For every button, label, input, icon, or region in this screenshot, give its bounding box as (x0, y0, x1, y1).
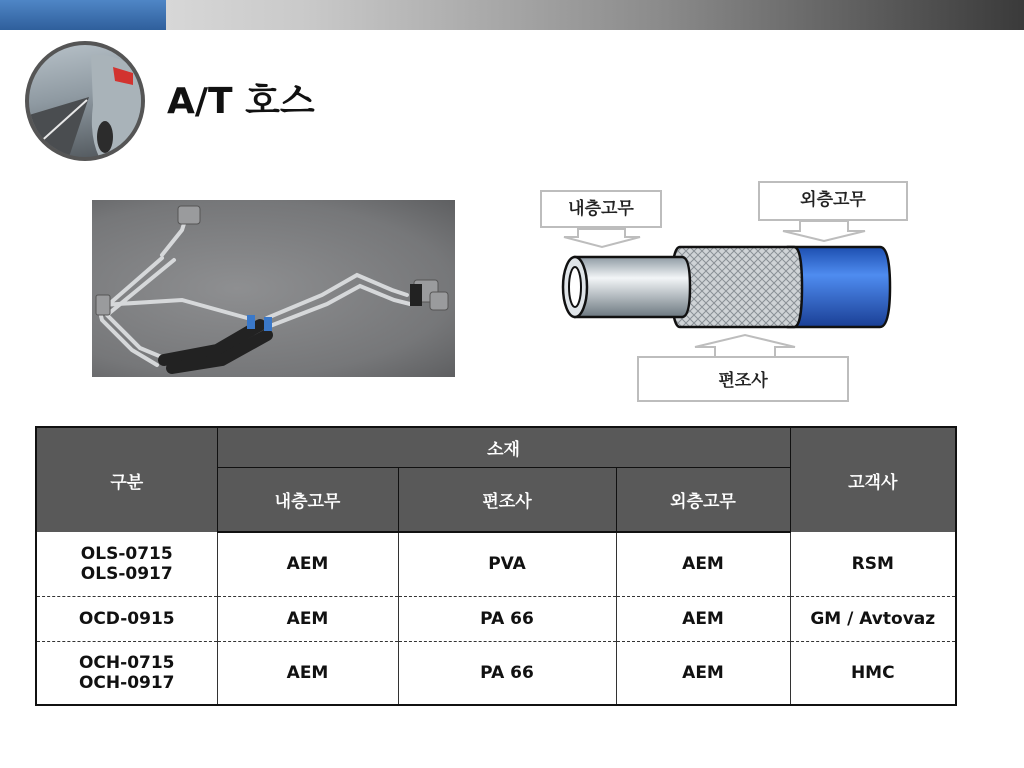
part-number-cell (36, 532, 217, 596)
outer-rubber-cell: AEM (616, 532, 790, 596)
top-banner (0, 0, 1024, 30)
table-row (36, 596, 956, 641)
inner-rubber-cell: AEM (217, 596, 398, 641)
header-braid: 편조사 (398, 467, 616, 532)
header-material: 소재 (217, 427, 790, 467)
outer-rubber-callout: 외층고무 (758, 181, 908, 221)
part-number-line: OLS-0917 (80, 563, 173, 584)
header-customer: 고객사 (790, 427, 956, 532)
header-inner-rubber: 내층고무 (217, 467, 398, 532)
hose-assembly-illustration (92, 200, 455, 377)
header-category: 구분 (36, 427, 217, 532)
table-row (36, 532, 956, 596)
outer-rubber-cell: AEM (616, 596, 790, 641)
inner-rubber-cell: AEM (217, 532, 398, 596)
car-thumbnail-image (25, 41, 145, 161)
inner-rubber-callout: 내층고무 (540, 190, 662, 228)
top-banner-accent (0, 0, 166, 30)
part-number-cell (36, 641, 217, 705)
part-number-line: OCH-0715 (78, 652, 175, 673)
customer-cell: GM / Avtovaz (790, 596, 956, 641)
braid-cell: PVA (398, 532, 616, 596)
braid-cell: PA 66 (398, 641, 616, 705)
table-row (36, 641, 956, 705)
inner-rubber-cell: AEM (217, 641, 398, 705)
material-spec-table (35, 426, 957, 706)
part-number-cell (36, 596, 217, 641)
braid-cell: PA 66 (398, 596, 616, 641)
outer-rubber-cell: AEM (616, 641, 790, 705)
customer-cell: HMC (790, 641, 956, 705)
hose-cross-section-illustration (530, 175, 920, 410)
hose-assembly-photo (92, 200, 455, 377)
hose-layer-diagram (530, 175, 920, 410)
braid-callout: 편조사 (637, 356, 849, 402)
part-number-line: OLS-0715 (80, 543, 173, 564)
page-title: A/T 호스 (167, 81, 315, 122)
car-road-illustration (29, 45, 141, 157)
header-outer-rubber: 외층고무 (616, 467, 790, 532)
part-number-line: OCH-0917 (78, 672, 175, 693)
customer-cell: RSM (790, 532, 956, 596)
part-number-line: OCD-0915 (78, 608, 175, 629)
